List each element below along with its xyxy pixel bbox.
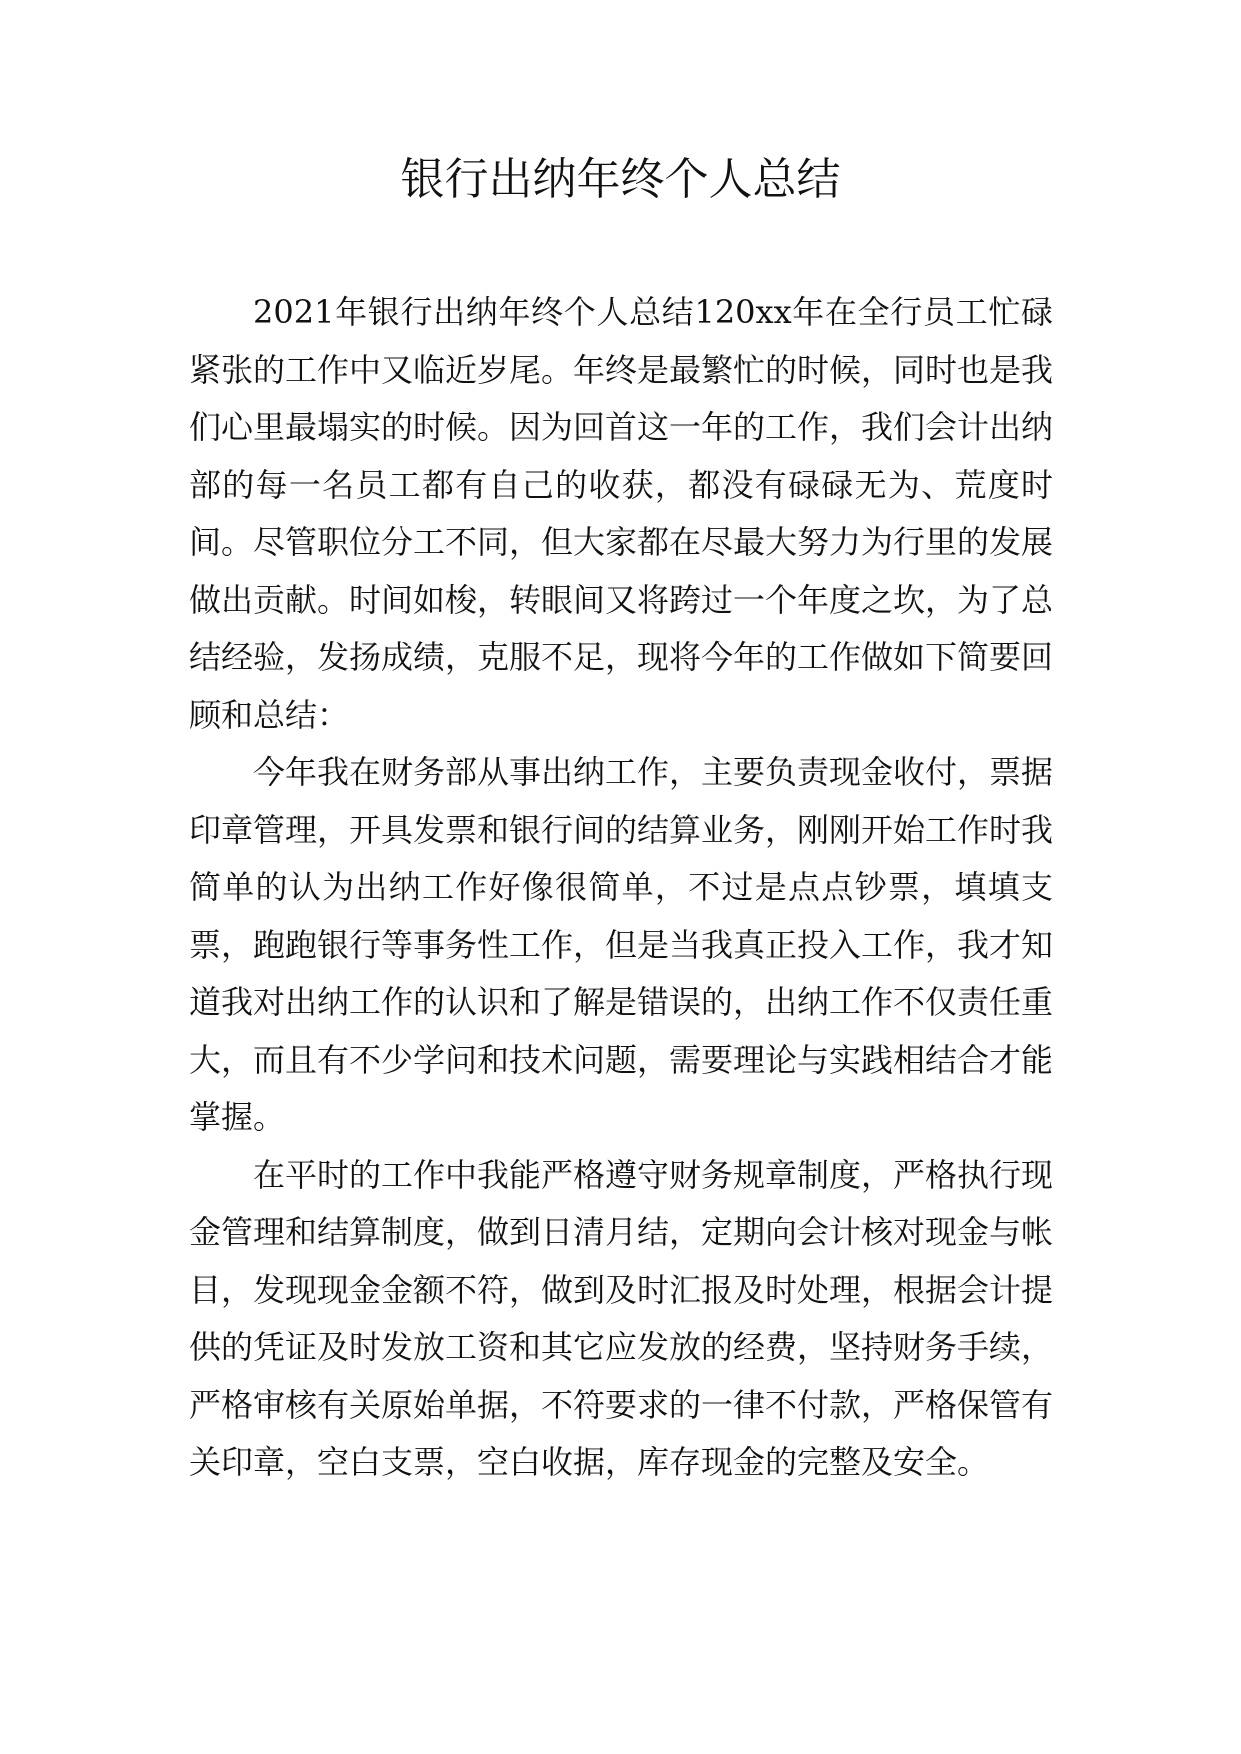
document-body	[189, 284, 1053, 1492]
paragraph: 今年我在财务部从事出纳工作，主要负责现金收付，票据印章管理，开具发票和银行间的结算业务，刚刚开始工作时我简单的认为出纳工作好像很简单，不过是点点钞票，填填支票，跑跑银行等事务性工作，但是当我真正投入工作，我才知道我对出纳工作的认识和了解是错误的，出纳工作不仅责任重大，而且有不少学问和技术问题，需要理论与实践相结合才能掌握。	[189, 753, 1054, 1136]
document-title: 银行出纳年终个人总结	[400, 154, 841, 205]
paragraph: 在平时的工作中我能严格遵守财务规章制度，严格执行现金管理和结算制度，做到日清月结，定期向会计核对现金与帐目，发现现金金额不符，做到及时汇报及时处理，根据会计提供的凭证及时发放工资和其它应发放的经费，坚持财务手续，严格审核有关原始单据，不符要求的一律不付款，严格保管有关印章，空白支票，空白收据，库存现金的完整及安全。	[189, 1155, 1054, 1481]
paragraph: 2021年银行出纳年终个人总结120xx年在全行员工忙碌紧张的工作中又临近岁尾。年终是最繁忙的时候，同时也是我们心里最塌实的时候。因为回首这一年的工作，我们会计出纳部的每一名员工都有自己的收获，都没有碌碌无为、荒度时间。尽管职位分工不同，但大家都在尽最大努力为行里的发展做出贡献。时间如梭，转眼间又将跨过一个年度之坎，为了总结经验，发扬成绩，克服不足，现将今年的工作做如下简要回顾和总结：	[189, 293, 1054, 734]
